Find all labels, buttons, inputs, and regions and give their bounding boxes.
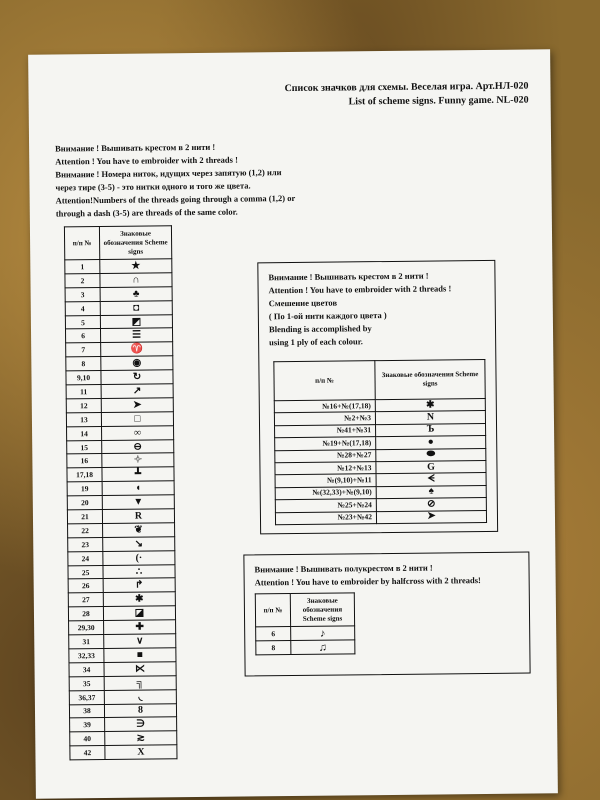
scheme-sign: ⊘ (376, 498, 486, 512)
scheme-sign: ↘ (103, 537, 175, 552)
scheme-sign: ↻ (101, 370, 173, 385)
col-signs-header: Знаковые обозначения Scheme signs (99, 226, 171, 260)
thread-number: 28 (68, 607, 103, 621)
scheme-sign: ★ (100, 259, 172, 274)
table-row (65, 273, 172, 288)
thread-number: 8 (256, 641, 291, 655)
scheme-sign: ❦ (103, 523, 175, 538)
scheme-sign: Ъ (376, 423, 486, 437)
table-row (68, 592, 175, 607)
blending-line: Attention ! You have to embroider with 2 threads ! (268, 283, 452, 296)
note-line: through a dash (3-5) are threads of the same color. (55, 206, 238, 219)
col-signs-header: Знаковые обозначения Scheme signs (290, 593, 354, 627)
table-row (68, 550, 175, 565)
scheme-sign: ✱ (375, 398, 485, 412)
table-row (65, 259, 172, 274)
note-line: Внимание ! Номера ниток, идущих через запятую (1,2) или (55, 167, 282, 180)
note-line: через тире (3-5) - это нитки одного и того же цвета. (55, 180, 251, 193)
table-row (65, 328, 172, 343)
scheme-sign: ↱ (103, 578, 175, 593)
scheme-sign: ◖ (102, 481, 174, 496)
col-number-header: п/п № (64, 227, 99, 260)
thread-number: 21 (67, 510, 102, 524)
scheme-sign: ✧ (102, 453, 174, 468)
halfcross-table-body (256, 626, 355, 655)
blending-line: Внимание ! Вышивать крестом в 2 нити ! (268, 270, 429, 283)
scheme-sign: ☰ (100, 328, 172, 343)
scheme-sign: ⋉ (104, 662, 176, 677)
scheme-sign: ᗕ (376, 473, 486, 487)
scheme-sign: ✱ (103, 592, 175, 607)
table-row (67, 495, 174, 510)
blending-line: ( По 1-ой нити каждого цвета ) (268, 310, 387, 322)
table-row (65, 287, 172, 302)
thread-number: 11 (66, 385, 101, 399)
table-row (66, 356, 173, 371)
thread-number: №41+№31 (275, 424, 376, 437)
table-row (69, 703, 176, 718)
table-row (66, 370, 173, 385)
scheme-sign: X (105, 745, 177, 760)
col-signs-header: Знаковые обозначения Scheme signs (375, 359, 485, 399)
blending-instructions (268, 269, 451, 349)
note-line: Attention!Numbers of the threads going through a comma (1,2) or (55, 192, 296, 206)
thread-number: №(9,10)+№11 (275, 474, 376, 487)
table-row (68, 578, 175, 593)
scheme-sign: ≳ (105, 731, 177, 746)
blending-box (257, 260, 498, 534)
table-row (70, 745, 177, 760)
halfcross-line: Внимание ! Вышивать полукрестом в 2 нити ! (254, 562, 433, 575)
table-row (70, 717, 177, 732)
scheme-sign: ┻ (102, 467, 174, 482)
halfcross-instructions (254, 561, 480, 589)
scheme-sign: (· (103, 550, 175, 565)
thread-number: 34 (69, 662, 104, 676)
scheme-sign: ◪ (103, 606, 175, 621)
table-row (66, 384, 173, 399)
note-line: Attention ! You have to embroider with 2 threads ! (55, 154, 238, 167)
page-header (284, 80, 528, 111)
table-row (256, 640, 355, 655)
instructions (55, 140, 295, 221)
thread-number: 1 (65, 260, 100, 274)
thread-number: 20 (67, 496, 102, 510)
thread-number: 31 (69, 635, 104, 649)
scheme-sign: ∨ (104, 634, 176, 649)
thread-number: 40 (70, 732, 105, 746)
scheme-sign: N (375, 411, 485, 425)
thread-number: 17,18 (67, 468, 102, 482)
thread-number: 38 (69, 704, 104, 718)
thread-number: 32,33 (69, 648, 104, 662)
table-row (68, 564, 175, 579)
table-row (66, 398, 173, 413)
table-row (67, 481, 174, 496)
scheme-sign: ♪ (291, 626, 355, 641)
table-row (67, 509, 174, 524)
thread-number: №2+№3 (274, 412, 375, 425)
table-row (68, 606, 175, 621)
col-number-header: п/п № (274, 361, 375, 401)
thread-number: 42 (70, 746, 105, 760)
thread-number: 9,10 (66, 371, 101, 385)
thread-number: 25 (68, 565, 103, 579)
thread-number: 15 (67, 440, 102, 454)
signs-table (64, 225, 178, 760)
table-row (65, 314, 172, 329)
thread-number: 7 (66, 343, 101, 357)
paper-sheet (28, 49, 558, 798)
scheme-sign: ➤ (101, 398, 173, 413)
scheme-sign: □ (101, 412, 173, 427)
thread-number: 3 (65, 287, 100, 301)
table-row (67, 453, 174, 468)
scheme-sign: ♫ (291, 640, 355, 655)
scheme-sign: ∩ (100, 273, 172, 288)
thread-number: 22 (68, 523, 103, 537)
blending-line: Смешение цветов (268, 297, 338, 309)
table-row (69, 689, 176, 704)
table-row (65, 300, 172, 315)
thread-number: №28+№27 (275, 449, 376, 462)
scheme-sign: ● (376, 436, 486, 450)
scheme-sign: ∞ (102, 425, 174, 440)
scheme-sign: ♈ (101, 342, 173, 357)
thread-number: №19+№(17,18) (275, 437, 376, 450)
signs-table-body (65, 259, 177, 760)
thread-number: 8 (66, 357, 101, 371)
scheme-sign: ♣ (100, 287, 172, 302)
table-row (69, 662, 176, 677)
thread-number: 26 (68, 579, 103, 593)
thread-number: №(32,33)+№(9,10) (275, 486, 376, 499)
col-number-header: п/п № (255, 594, 290, 627)
note-line: Внимание ! Вышивать крестом в 2 нити ! (55, 141, 216, 154)
table-row (69, 648, 176, 663)
scheme-sign: ⊖ (102, 439, 174, 454)
thread-number: №23+№42 (275, 511, 376, 524)
thread-number: 12 (66, 398, 101, 412)
blending-line: using 1 ply of each colour. (269, 336, 363, 348)
table-row (67, 467, 174, 482)
halfcross-line: Attention ! You have to embroider by halfcross with 2 threads! (254, 575, 481, 588)
thread-number: 5 (65, 315, 100, 329)
scheme-sign: ✚ (104, 620, 176, 635)
table-row (68, 523, 175, 538)
header-title-en: List of scheme signs. Funny game. NL-020 (348, 94, 529, 108)
scheme-sign: ◉ (101, 356, 173, 371)
scheme-sign: ◩ (100, 314, 172, 329)
scheme-sign: ➤ (376, 510, 486, 524)
blending-table (273, 359, 487, 525)
thread-number: 36,37 (69, 690, 104, 704)
scheme-sign: ◘ (100, 300, 172, 315)
thread-number: 16 (67, 454, 102, 468)
table-row (69, 675, 176, 690)
scheme-sign: ↗ (101, 384, 173, 399)
thread-number: 6 (65, 329, 100, 343)
thread-number: №12+№13 (275, 462, 376, 475)
halfcross-table (255, 592, 356, 655)
scheme-sign: ╗ (104, 675, 176, 690)
scheme-sign: ∋ (105, 717, 177, 732)
thread-number: 13 (66, 412, 101, 426)
scheme-sign: ⬬ (376, 448, 486, 462)
thread-number: 39 (70, 718, 105, 732)
thread-number: 14 (67, 426, 102, 440)
table-row (69, 620, 176, 635)
table-row (69, 634, 176, 649)
scheme-sign: G (376, 460, 486, 474)
header-title-ru: Список значков для схемы. Веселая игра. Арт.НЛ-020 (284, 80, 529, 95)
scheme-sign: ∴ (103, 564, 175, 579)
blending-table-body (274, 398, 486, 524)
thread-number: 35 (69, 676, 104, 690)
thread-number: 6 (256, 627, 291, 641)
scheme-sign: 8 (104, 703, 176, 718)
table-row (67, 439, 174, 454)
table-row (256, 626, 355, 641)
table-row (70, 731, 177, 746)
scheme-sign: ■ (104, 648, 176, 663)
thread-number: 2 (65, 273, 100, 287)
scheme-sign: R (102, 509, 174, 524)
thread-number: 23 (68, 537, 103, 551)
halfcross-box (243, 552, 530, 677)
scheme-sign: ♠ (376, 485, 486, 499)
table-row (66, 412, 173, 427)
table-row (275, 510, 486, 525)
table-row (66, 342, 173, 357)
thread-number: 24 (68, 551, 103, 565)
thread-number: 27 (68, 593, 103, 607)
thread-number: 19 (67, 482, 102, 496)
thread-number: №25+№24 (275, 499, 376, 512)
scheme-sign: ▼ (102, 495, 174, 510)
table-row (67, 425, 174, 440)
table-row (68, 537, 175, 552)
thread-number: 29,30 (69, 621, 104, 635)
thread-number: 4 (65, 301, 100, 315)
blending-line: Blending is accomplished by (268, 323, 372, 335)
thread-number: №16+№(17,18) (274, 400, 375, 413)
scheme-sign: ◟ (104, 689, 176, 704)
